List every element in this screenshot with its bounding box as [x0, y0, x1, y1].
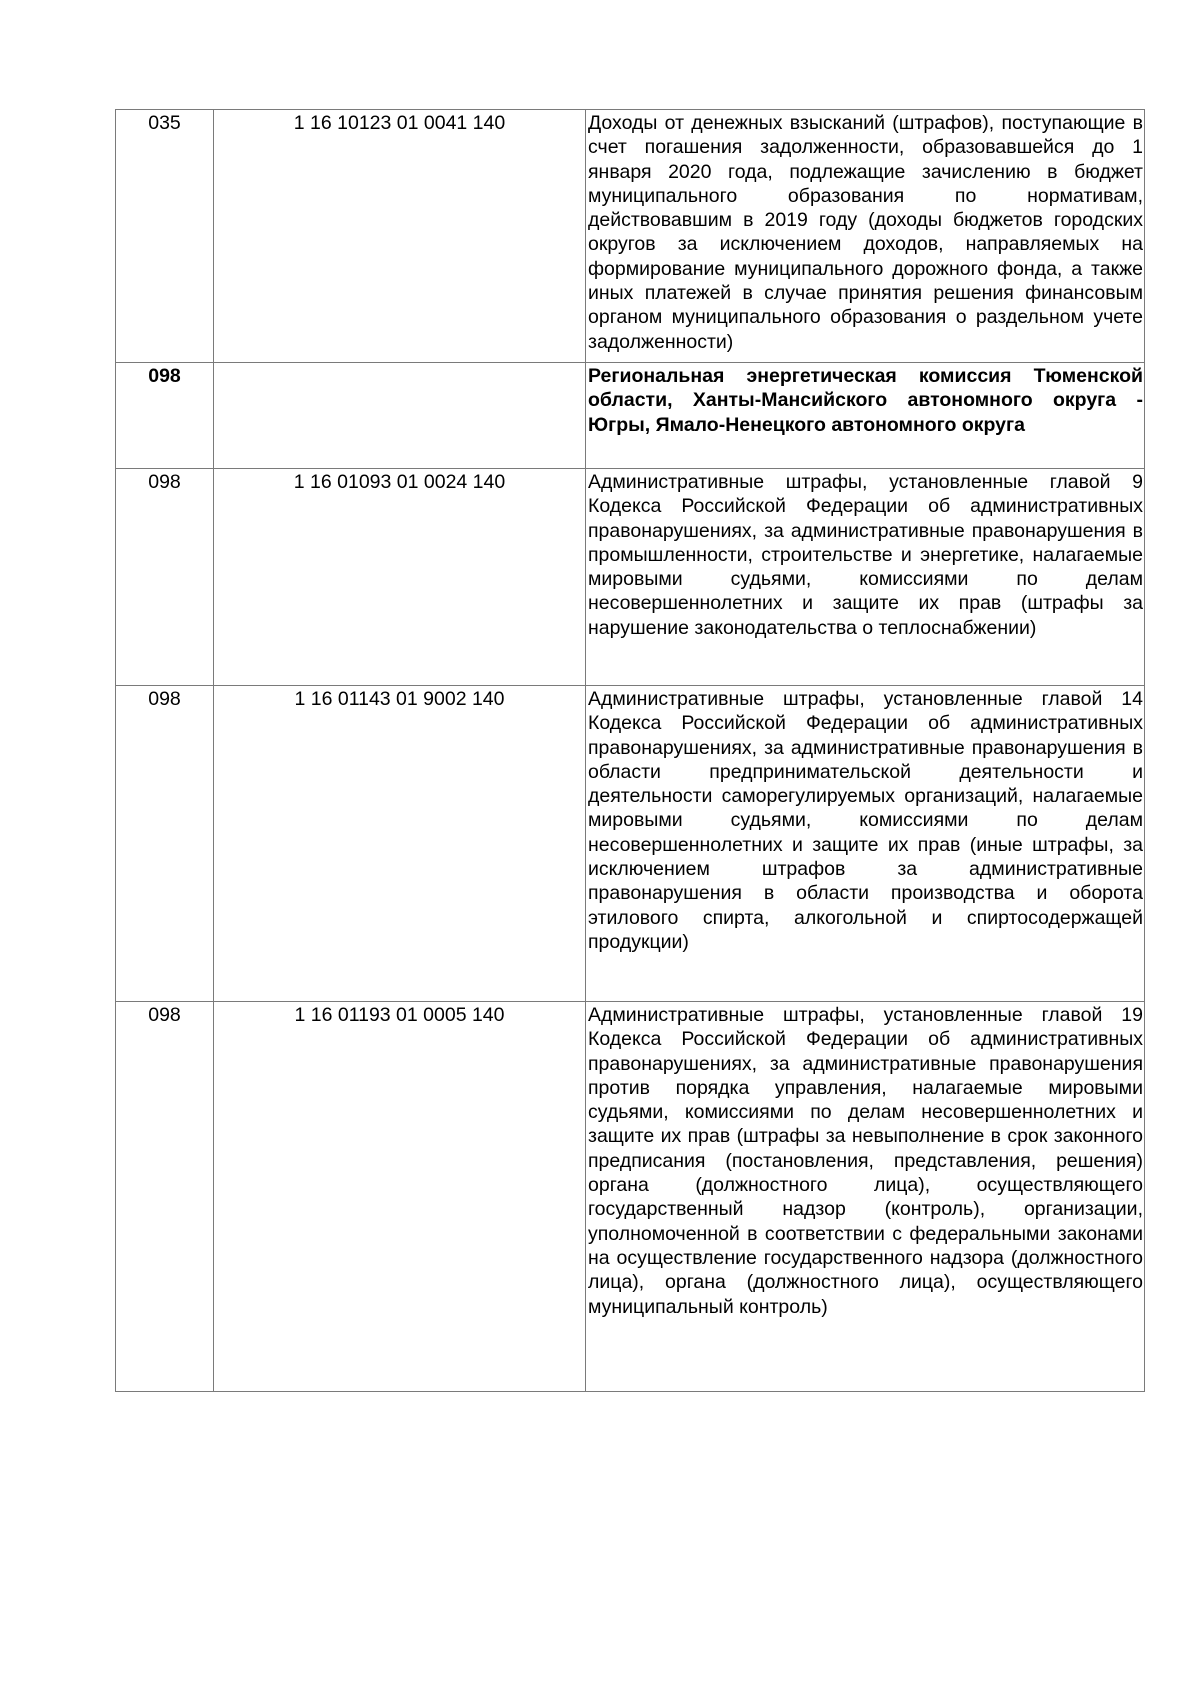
description-cell: Административные штрафы, установленные главой 19 Кодекса Российской Федерации об административных правонарушениях, за административные правонарушения против порядка управления, налагаемые мировыми судьями, комиссиями по делам несовершеннолетних и защите их прав (штрафы за невыполнение в срок законного предписания (постановления, представления, решения) органа (должностного лица), осуществляющего государственный надзор (контроль), организации, уполномоченной в соответствии с федеральными законами на осуществление государственного надзора (должностного лица), органа (должностного лица), осуществляющего муниципальный контроль) — [586, 1002, 1145, 1392]
admin-code-cell: 098 — [116, 686, 214, 1002]
revenue-codes-table — [115, 109, 1145, 1392]
admin-code-cell: 035 — [116, 110, 214, 363]
table-row — [116, 469, 1145, 686]
description-cell: Региональная энергетическая комиссия Тюменской области, Ханты-Мансийского автономного округа - Югры, Ямало-Ненецкого автономного округа — [586, 363, 1145, 469]
table-row — [116, 110, 1145, 363]
kbk-code-cell: 1 16 01143 01 9002 140 — [214, 686, 586, 1002]
description-cell: Доходы от денежных взысканий (штрафов), поступающие в счет погашения задолженности, образовавшейся до 1 января 2020 года, подлежащие зачислению в бюджет муниципального образования по нормативам, действовавшим в 2019 году (доходы бюджетов городских округов за исключением доходов, направляемых на формирование муниципального дорожного фонда, а также иных платежей в случае принятия решения финансовым органом муниципального образования о раздельном учете задолженности) — [586, 110, 1145, 363]
kbk-code-cell: 1 16 01093 01 0024 140 — [214, 469, 586, 686]
table-row — [116, 1002, 1145, 1392]
kbk-code-cell: 1 16 10123 01 0041 140 — [214, 110, 586, 363]
admin-code-cell: 098 — [116, 1002, 214, 1392]
kbk-code-cell — [214, 363, 586, 469]
kbk-code-cell: 1 16 01193 01 0005 140 — [214, 1002, 586, 1392]
description-cell: Административные штрафы, установленные главой 9 Кодекса Российской Федерации об административных правонарушениях, за административные правонарушения в промышленности, строительстве и энергетике, налагаемые мировыми судьями, комиссиями по делам несовершеннолетних и защите их прав (штрафы за нарушение законодательства о теплоснабжении) — [586, 469, 1145, 686]
description-cell: Административные штрафы, установленные главой 14 Кодекса Российской Федерации об административных правонарушениях, за административные правонарушения в области предпринимательской деятельности и деятельности саморегулируемых организаций, налагаемые мировыми судьями, комиссиями по делам несовершеннолетних и защите их прав (иные штрафы, за исключением штрафов за административные правонарушения в области производства и оборота этилового спирта, алкогольной и спиртосодержащей продукции) — [586, 686, 1145, 1002]
admin-code-cell: 098 — [116, 363, 214, 469]
table-row — [116, 686, 1145, 1002]
table-row — [116, 363, 1145, 469]
admin-code-cell: 098 — [116, 469, 214, 686]
